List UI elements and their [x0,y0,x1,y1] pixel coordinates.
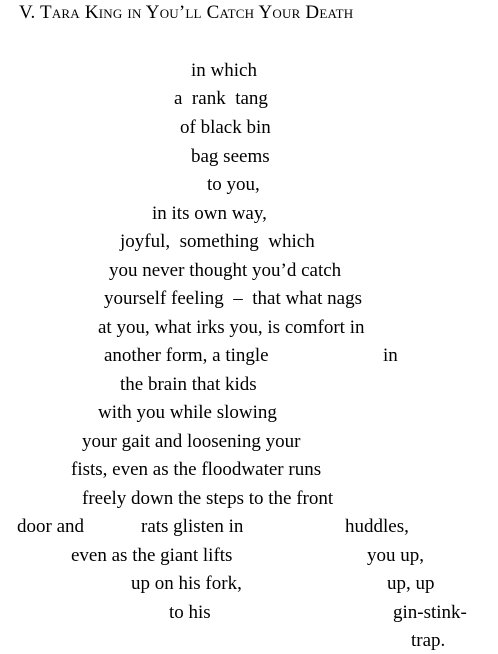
poem-line-17-part-1: door and [17,516,85,537]
poem-line-17-part-3: huddles, [345,516,409,537]
poem-line-18-part-2: you up, [367,545,424,566]
poem-line-12: the brain that kids [120,374,257,395]
poem-line-9: yourself feeling – that what nags [104,288,363,309]
poem-line-1: in which [191,60,257,81]
poem-line-19-part-2: up, up [387,573,435,594]
poem-line-11-part-1: another form, a tingle [104,345,269,366]
poem-line-3: of black bin [180,117,271,138]
poem-line-19-part-1: up on his fork, [131,573,242,594]
poem-line-20-part-1: to his [169,602,211,623]
poem-line-13: with you while slowing [98,402,277,423]
poem-line-10: at you, what irks you, is comfort in [98,317,365,338]
poem-title: V. Tara King in You’ll Catch Your Death [19,2,354,23]
poem-line-6: in its own way, [152,203,267,224]
poem-line-8: you never thought you’d catch [109,260,342,281]
poem-line-11-part-2: in [383,345,398,366]
poem-line-17-part-2: rats glisten in [141,516,244,537]
poem-line-20-part-2: gin-stink- [393,602,467,623]
poem-line-21: trap. [411,630,446,651]
poem-line-7: joyful, something which [120,231,315,252]
poem-line-2: a rank tang [174,88,268,109]
poem-line-15: fists, even as the floodwater runs [71,459,322,480]
poem-line-18-part-1: even as the giant lifts [71,545,233,566]
poem-line-16: freely down the steps to the front [82,488,334,509]
poem-line-14: your gait and loosening your [82,431,301,452]
poem-line-5: to you, [207,174,260,195]
poem-line-4: bag seems [191,146,270,167]
